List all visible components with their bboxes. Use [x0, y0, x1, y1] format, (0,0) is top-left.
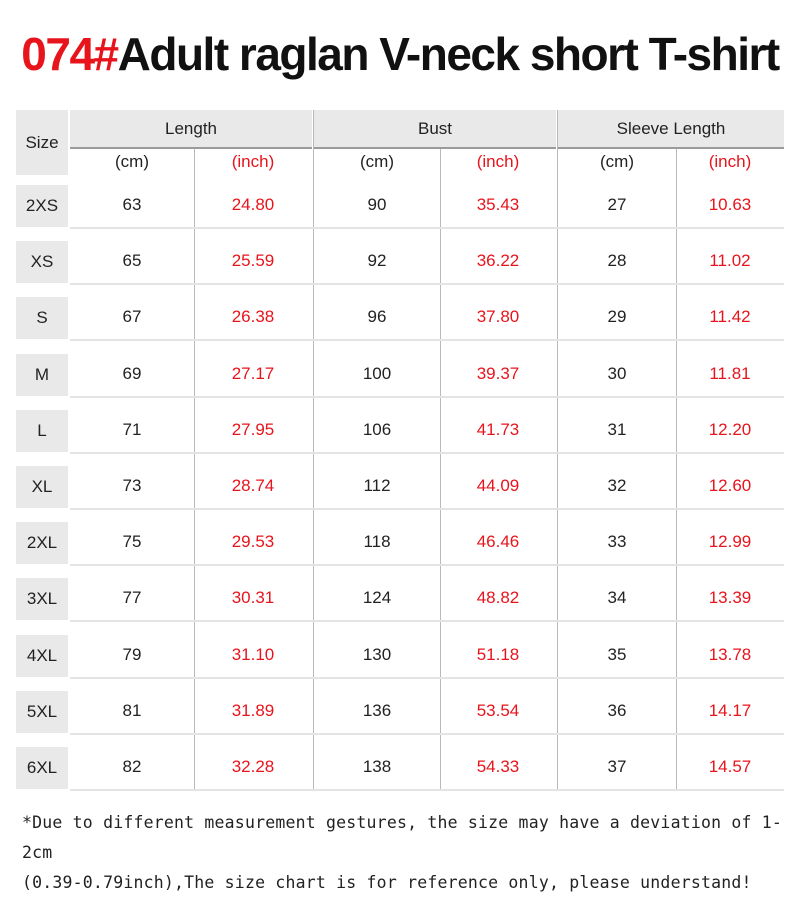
bust-group-header: Bust: [314, 110, 556, 147]
length-group-header: Length: [70, 110, 312, 147]
disclaimer-line-1: *Due to different measurement gestures, the size may have a deviation of 1-2cm: [22, 813, 783, 862]
sleeve-length-group-header: Sleeve Length: [558, 110, 784, 147]
cell-sleeve-cm: 36: [607, 700, 627, 720]
unit-header-bust-inch: (inch): [440, 149, 556, 175]
cell-bust-inch: 41.73: [476, 419, 520, 439]
cell-bust-inch: 54.33: [476, 756, 520, 776]
cell-bust-cm: 112: [363, 475, 391, 495]
cell-bust-inch: 35.43: [476, 195, 520, 214]
cell-bust-inch: 46.46: [476, 532, 520, 552]
cell-bust-inch: 36.22: [476, 251, 520, 271]
cell-sleeve-inch: 11.02: [709, 251, 751, 271]
cell-length-cm: 81: [122, 700, 142, 720]
cell-length-inch: 31.89: [231, 700, 275, 720]
row-divider: [70, 452, 784, 454]
row-divider: [70, 508, 784, 510]
size-label: XS: [16, 241, 68, 283]
cell-length-inch: 26.38: [231, 307, 275, 327]
row-divider: [70, 564, 784, 566]
row-divider: [70, 227, 784, 229]
cell-bust-inch: 37.80: [476, 307, 520, 327]
product-name: Adult raglan V-neck short T-shirt: [117, 28, 779, 80]
cell-bust-cm: 92: [367, 251, 387, 271]
cell-length-inch: 28.74: [231, 475, 275, 495]
table-row: [16, 352, 784, 396]
table-row: [16, 295, 784, 339]
cell-sleeve-inch: 14.17: [708, 700, 752, 720]
cell-length-cm: 69: [122, 363, 142, 383]
cell-length-inch: 27.17: [231, 363, 275, 383]
size-label: 6XL: [16, 747, 68, 789]
table-row: [16, 464, 784, 508]
table-row: [16, 689, 784, 733]
cell-sleeve-inch: 11.81: [709, 363, 751, 383]
cell-sleeve-cm: 28: [607, 251, 627, 271]
table-row: [16, 576, 784, 620]
cell-length-cm: 71: [122, 419, 142, 439]
cell-length-inch: 27.95: [231, 419, 275, 439]
page-title: [0, 26, 800, 82]
product-code: 074#: [21, 28, 118, 80]
unit-header-sleeve-cm: (cm): [558, 149, 676, 175]
cell-sleeve-inch: 12.60: [708, 475, 752, 495]
cell-bust-cm: 118: [363, 532, 391, 552]
cell-bust-cm: 96: [367, 307, 387, 327]
size-label: 4XL: [16, 635, 68, 677]
cell-sleeve-cm: 27: [607, 195, 627, 214]
table-body: [16, 183, 784, 801]
cell-length-inch: 29.53: [231, 532, 275, 552]
table-row: [16, 408, 784, 452]
size-label: XL: [16, 466, 68, 508]
table-header: [16, 110, 784, 175]
disclaimer-line-2: (0.39-0.79inch),The size chart is for reference only, please understand!: [22, 873, 752, 892]
cell-bust-inch: 51.18: [476, 644, 520, 664]
cell-length-inch: 31.10: [231, 644, 275, 664]
size-disclaimer: [22, 808, 792, 898]
unit-header-bust-cm: (cm): [314, 149, 440, 175]
unit-header-length-cm: (cm): [70, 149, 194, 175]
cell-sleeve-cm: 37: [607, 756, 627, 776]
row-divider: [70, 789, 784, 791]
cell-sleeve-cm: 29: [607, 307, 627, 327]
cell-bust-cm: 138: [362, 756, 392, 776]
size-label: 2XS: [16, 185, 68, 227]
cell-sleeve-cm: 34: [607, 588, 627, 608]
cell-bust-inch: 53.54: [476, 700, 520, 720]
cell-sleeve-inch: 13.78: [708, 644, 752, 664]
cell-length-cm: 63: [122, 195, 142, 214]
cell-sleeve-inch: 12.20: [708, 419, 752, 439]
table-row: [16, 183, 784, 227]
size-chart-table: [16, 110, 784, 777]
row-divider: [70, 677, 784, 679]
cell-length-cm: 67: [122, 307, 142, 327]
cell-bust-inch: 48.82: [476, 588, 520, 608]
table-row: [16, 520, 784, 564]
cell-bust-cm: 130: [362, 644, 392, 664]
row-divider: [70, 339, 784, 341]
cell-bust-cm: 106: [362, 419, 392, 439]
row-divider: [70, 733, 784, 735]
size-label: M: [16, 354, 68, 396]
row-divider: [70, 283, 784, 285]
cell-sleeve-cm: 32: [607, 475, 627, 495]
size-column-header: Size: [16, 110, 68, 175]
cell-length-inch: 25.59: [231, 251, 275, 271]
cell-length-cm: 65: [122, 251, 142, 271]
cell-bust-cm: 90: [367, 195, 387, 214]
unit-header-sleeve-inch: (inch): [676, 149, 784, 175]
cell-sleeve-cm: 31: [607, 419, 627, 439]
table-row: [16, 745, 784, 789]
cell-length-inch: 30.31: [231, 588, 275, 608]
size-label: S: [16, 297, 68, 339]
cell-sleeve-inch: 13.39: [708, 588, 752, 608]
cell-length-inch: 24.80: [231, 195, 275, 214]
cell-length-cm: 77: [122, 588, 142, 608]
cell-length-cm: 82: [122, 756, 142, 776]
cell-sleeve-cm: 30: [607, 363, 627, 383]
cell-sleeve-inch: 12.99: [708, 532, 752, 552]
cell-bust-cm: 136: [362, 700, 392, 720]
cell-bust-cm: 124: [362, 588, 392, 608]
cell-sleeve-inch: 10.63: [708, 195, 752, 214]
table-row: [16, 239, 784, 283]
size-label: 3XL: [16, 578, 68, 620]
cell-bust-inch: 39.37: [476, 363, 520, 383]
cell-length-inch: 32.28: [231, 756, 275, 776]
unit-header-length-inch: (inch): [194, 149, 312, 175]
row-divider: [70, 620, 784, 622]
cell-bust-cm: 100: [362, 363, 392, 383]
cell-length-cm: 75: [122, 532, 142, 552]
cell-sleeve-cm: 35: [607, 644, 627, 664]
cell-bust-inch: 44.09: [476, 475, 520, 495]
cell-length-cm: 79: [122, 644, 142, 664]
row-divider: [70, 396, 784, 398]
cell-sleeve-cm: 33: [607, 532, 627, 552]
cell-sleeve-inch: 11.42: [709, 307, 751, 327]
size-label: 5XL: [16, 691, 68, 733]
size-label: L: [16, 410, 68, 452]
cell-sleeve-inch: 14.57: [708, 756, 752, 776]
cell-length-cm: 73: [122, 475, 142, 495]
table-row: [16, 633, 784, 677]
size-label: 2XL: [16, 522, 68, 564]
